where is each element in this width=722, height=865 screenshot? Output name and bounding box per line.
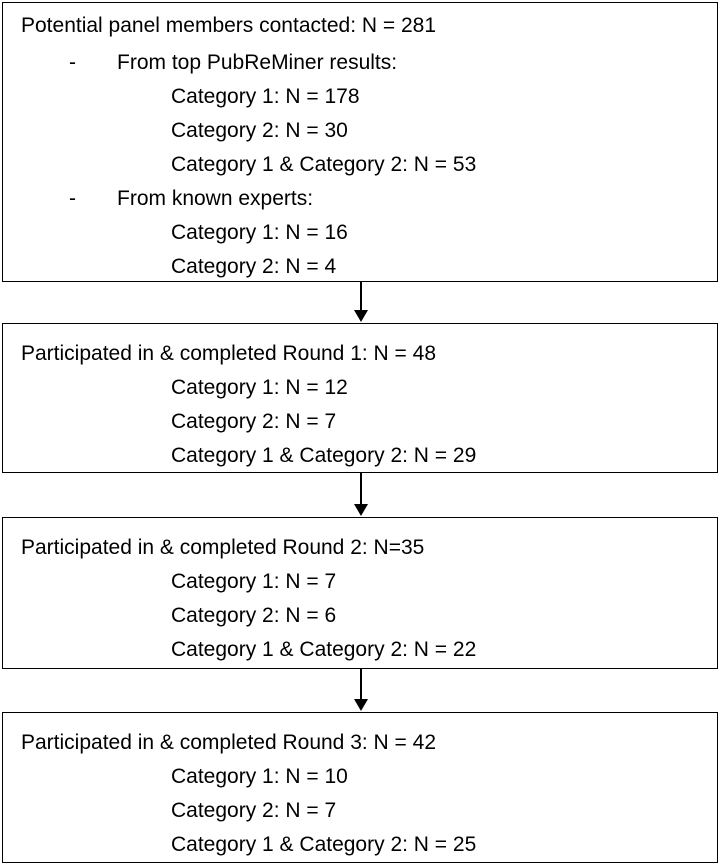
flow-arrow-3 — [360, 669, 362, 701]
box-round-2 — [2, 517, 718, 669]
flow-arrow-1 — [360, 282, 362, 312]
flow-arrow-1-head — [354, 310, 368, 322]
round-3-title: Participated in & completed Round 3: N = 42 — [21, 731, 436, 754]
round-1-category-2: Category 2: N = 7 — [171, 410, 337, 433]
round-1-category-both: Category 1 & Category 2: N = 29 — [171, 444, 477, 467]
box-contacted — [2, 2, 718, 282]
bullet-dash: - — [69, 51, 76, 74]
bullet-dash: - — [69, 187, 76, 210]
round-2-category-both: Category 1 & Category 2: N = 22 — [171, 638, 477, 661]
flow-arrow-2 — [360, 473, 362, 506]
round-1-category-1: Category 1: N = 12 — [171, 376, 348, 399]
box-round-1 — [2, 323, 718, 473]
pubreminer-category-2: Category 2: N = 30 — [171, 119, 348, 142]
group-known-experts-label: From known experts: — [117, 187, 314, 210]
round-2-category-2: Category 2: N = 6 — [171, 604, 337, 627]
pubreminer-category-1: Category 1: N = 178 — [171, 85, 360, 108]
box-contacted-title: Potential panel members contacted: N = 281 — [21, 14, 436, 37]
round-3-category-both: Category 1 & Category 2: N = 25 — [171, 833, 477, 856]
pubreminer-category-both: Category 1 & Category 2: N = 53 — [171, 153, 477, 176]
experts-category-2: Category 2: N = 4 — [171, 255, 337, 278]
round-3-category-1: Category 1: N = 10 — [171, 765, 348, 788]
box-round-3 — [2, 712, 718, 863]
round-2-category-1: Category 1: N = 7 — [171, 570, 337, 593]
flow-arrow-3-head — [354, 699, 368, 711]
experts-category-1: Category 1: N = 16 — [171, 221, 348, 244]
group-pubreminer-label: From top PubReMiner results: — [117, 51, 398, 74]
round-1-title: Participated in & completed Round 1: N = 48 — [21, 342, 436, 365]
round-3-category-2: Category 2: N = 7 — [171, 799, 337, 822]
flow-arrow-2-head — [354, 504, 368, 516]
round-2-title: Participated in & completed Round 2: N=35 — [21, 536, 425, 559]
